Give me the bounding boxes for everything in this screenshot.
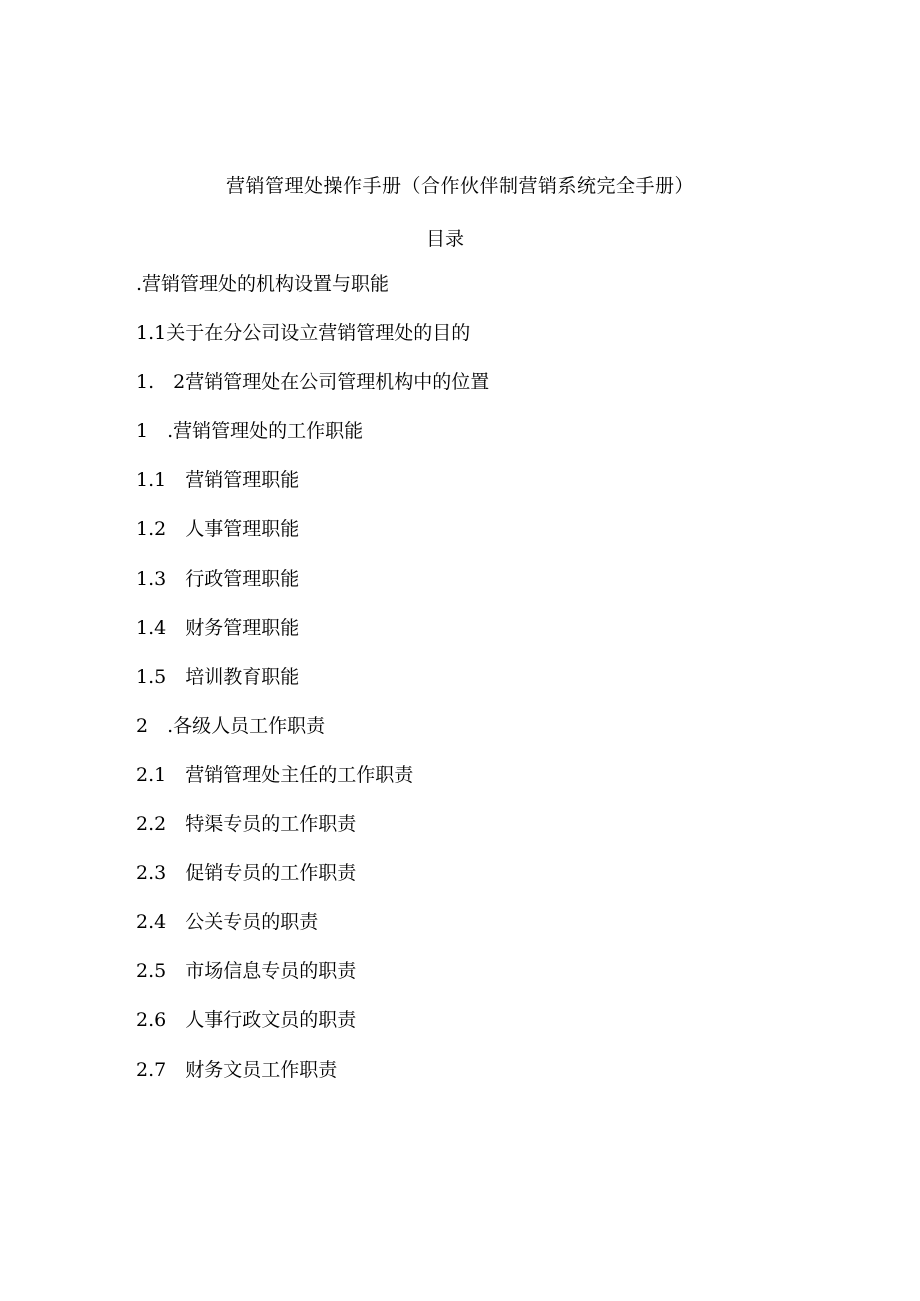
document-title: 营销管理处操作手册（合作伙伴制营销系统完全手册） bbox=[225, 175, 694, 197]
toc-item: 2.3 促销专员的工作职责 bbox=[136, 862, 357, 885]
toc-item: 2.1 营销管理处主任的工作职责 bbox=[136, 763, 414, 786]
toc-item: 1.5 培训教育职能 bbox=[136, 665, 300, 688]
toc-item: 1.3 行政管理职能 bbox=[136, 567, 300, 590]
toc-item: 2.5 市场信息专员的职责 bbox=[136, 960, 357, 983]
toc-item: 2.4 公关专员的职责 bbox=[136, 911, 319, 934]
toc-item: 2.6 人事行政文员的职责 bbox=[136, 1009, 357, 1032]
toc-item: 1. 2营销管理处在公司管理机构中的位置 bbox=[136, 371, 490, 394]
toc-item: 2 .各级人员工作职责 bbox=[136, 714, 326, 737]
toc-heading: 目录 bbox=[425, 228, 464, 250]
toc-item: 1.1 营销管理职能 bbox=[136, 469, 300, 492]
toc-item: 1.4 财务管理职能 bbox=[136, 616, 300, 639]
toc-item: 2.7 财务文员工作职责 bbox=[136, 1058, 338, 1081]
toc-item: 1.1关于在分公司设立营销管理处的目的 bbox=[136, 322, 471, 345]
toc-item: .营销管理处的机构设置与职能 bbox=[136, 273, 390, 295]
toc-item: 1.2 人事管理职能 bbox=[136, 518, 300, 541]
toc-item: 1 .营销管理处的工作职能 bbox=[136, 420, 364, 443]
toc-list bbox=[136, 270, 489, 1105]
toc-item: 2.2 特渠专员的工作职责 bbox=[136, 813, 357, 836]
